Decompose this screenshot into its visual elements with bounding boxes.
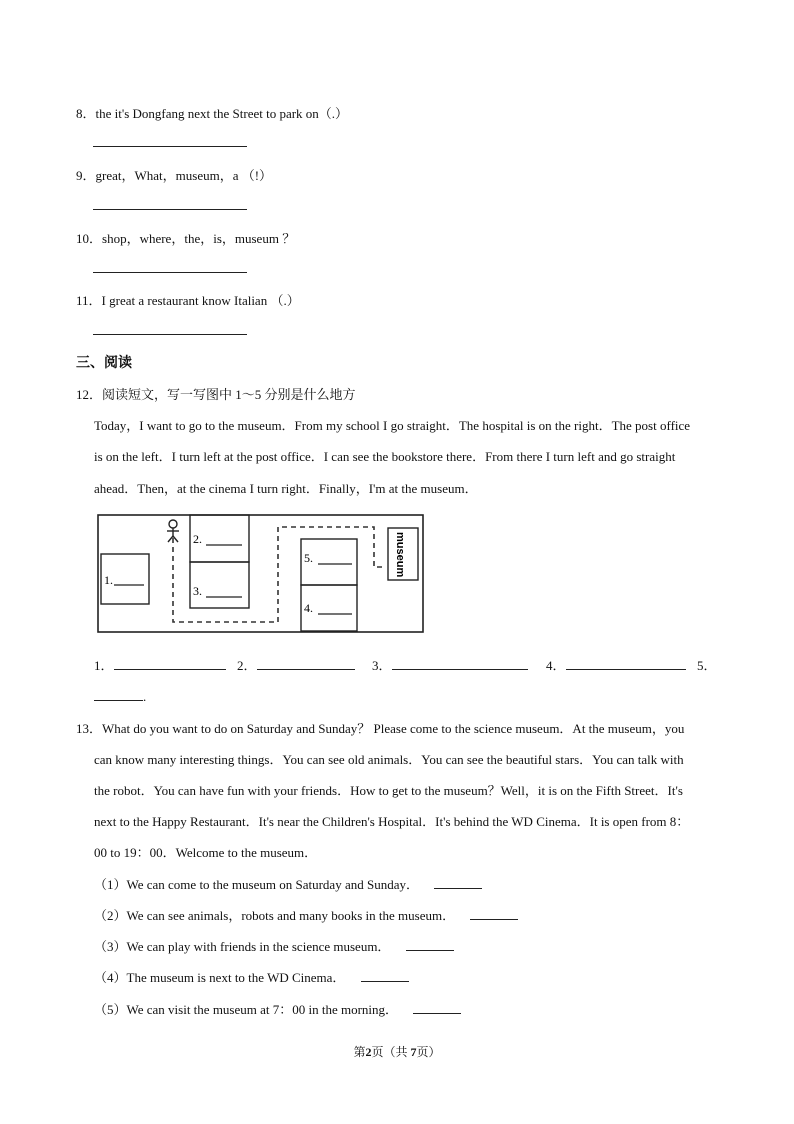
answer-blank-map-4[interactable] [566, 657, 686, 670]
question-text: great，What，museum，a （!） [95, 168, 273, 183]
passage-line: can know many interesting things．You can see old animals．You can see the beautiful stars．You can talk with [94, 752, 684, 767]
tf-item-5: （5）We can visit the museum at 7：00 in the morning． [94, 999, 461, 1018]
passage-line: next to the Happy Restaurant．It's near the Children's Hospital．It's behind the WD Cinema．It is open from 8： [94, 814, 690, 829]
tf-item-3: （3）We can play with friends in the science museum． [94, 936, 454, 955]
answer-blank-tf-4[interactable] [361, 969, 409, 982]
passage-line: 13．What do you want to do on Saturday and Sunday？ Please come to the science museum．At the museum，you [76, 721, 685, 736]
answer-label-5: 5． [697, 658, 717, 673]
answer-blank-map-1[interactable] [114, 657, 226, 670]
map-answer-row [94, 655, 226, 674]
map-answer-row: . [94, 688, 146, 705]
answer-label-4: 4． [546, 658, 566, 673]
passage-line: is on the left．I turn left at the post office．I can see the bookstore there．From there I turn left and go straight [94, 449, 676, 464]
passage-line: 00 to 19：00．Welcome to the museum． [94, 845, 318, 860]
question-number: 11． [76, 293, 102, 308]
answer-blank-10[interactable] [93, 272, 247, 273]
page-footer: 第2页（共 7页） [353, 1045, 441, 1059]
question-12-prompt: 12．阅读短文，写一写图中 1～5 分别是什么地方 [76, 387, 356, 402]
answer-label-2: 2． [237, 658, 257, 673]
question-text: shop，where，the，is，museum ？ [102, 231, 296, 246]
answer-blank-tf-2[interactable] [470, 907, 518, 920]
map-answer-row [546, 655, 686, 674]
answer-blank-8[interactable] [93, 146, 247, 147]
answer-blank-11[interactable] [93, 334, 247, 335]
map-label-2: 2. [193, 532, 202, 546]
tf-item-1: （1）We can come to the museum on Saturday and Sunday． [94, 874, 482, 893]
page-total: 7 [410, 1045, 417, 1059]
question-text: I great a restaurant know Italian （.） [101, 293, 300, 308]
answer-blank-9[interactable] [93, 209, 247, 210]
question-11 [76, 290, 300, 309]
map-label-5: 5. [304, 551, 313, 565]
question-10 [76, 228, 295, 247]
question-number: 10． [76, 231, 103, 246]
map-answer-row [372, 655, 528, 674]
map-label-1: 1. [104, 573, 113, 587]
answer-blank-tf-1[interactable] [434, 876, 482, 889]
map-label-3: 3. [193, 584, 202, 598]
map-border [98, 515, 423, 632]
answer-blank-tf-5[interactable] [413, 1001, 461, 1014]
question-8 [76, 103, 348, 122]
passage-line: the robot．You can have fun with your friends．How to get to the museum？Well，it is on the Fifth Street．It's [94, 783, 683, 798]
answer-label-1: 1． [94, 658, 114, 673]
question-number: 9． [76, 168, 96, 183]
tf-item-4: （4）The museum is next to the WD Cinema． [94, 967, 409, 986]
question-text: the it's Dongfang next the Street to park on（.） [95, 106, 349, 121]
section-title: 三、阅读 [76, 356, 132, 371]
answer-label-3: 3． [372, 658, 392, 673]
answer-blank-map-2[interactable] [257, 657, 355, 670]
answer-blank-map-3[interactable] [392, 657, 528, 670]
tf-item-2: （2）We can see animals，robots and many books in the museum． [94, 905, 518, 924]
question-number: 8． [76, 106, 96, 121]
answer-blank-tf-3[interactable] [406, 938, 454, 951]
passage-line: ahead．Then，at the cinema I turn right．Finally，I'm at the museum． [94, 481, 478, 496]
map-answer-row [237, 655, 355, 674]
route-map [96, 512, 426, 636]
map-label-museum: museum [394, 532, 406, 578]
page-number: 2 [365, 1045, 372, 1059]
question-9 [76, 165, 272, 184]
answer-blank-map-5[interactable] [94, 688, 143, 701]
map-label-4: 4. [304, 601, 313, 615]
passage-line: Today，I want to go to the museum．From my school I go straight．The hospital is on the right．The post office [94, 418, 691, 433]
